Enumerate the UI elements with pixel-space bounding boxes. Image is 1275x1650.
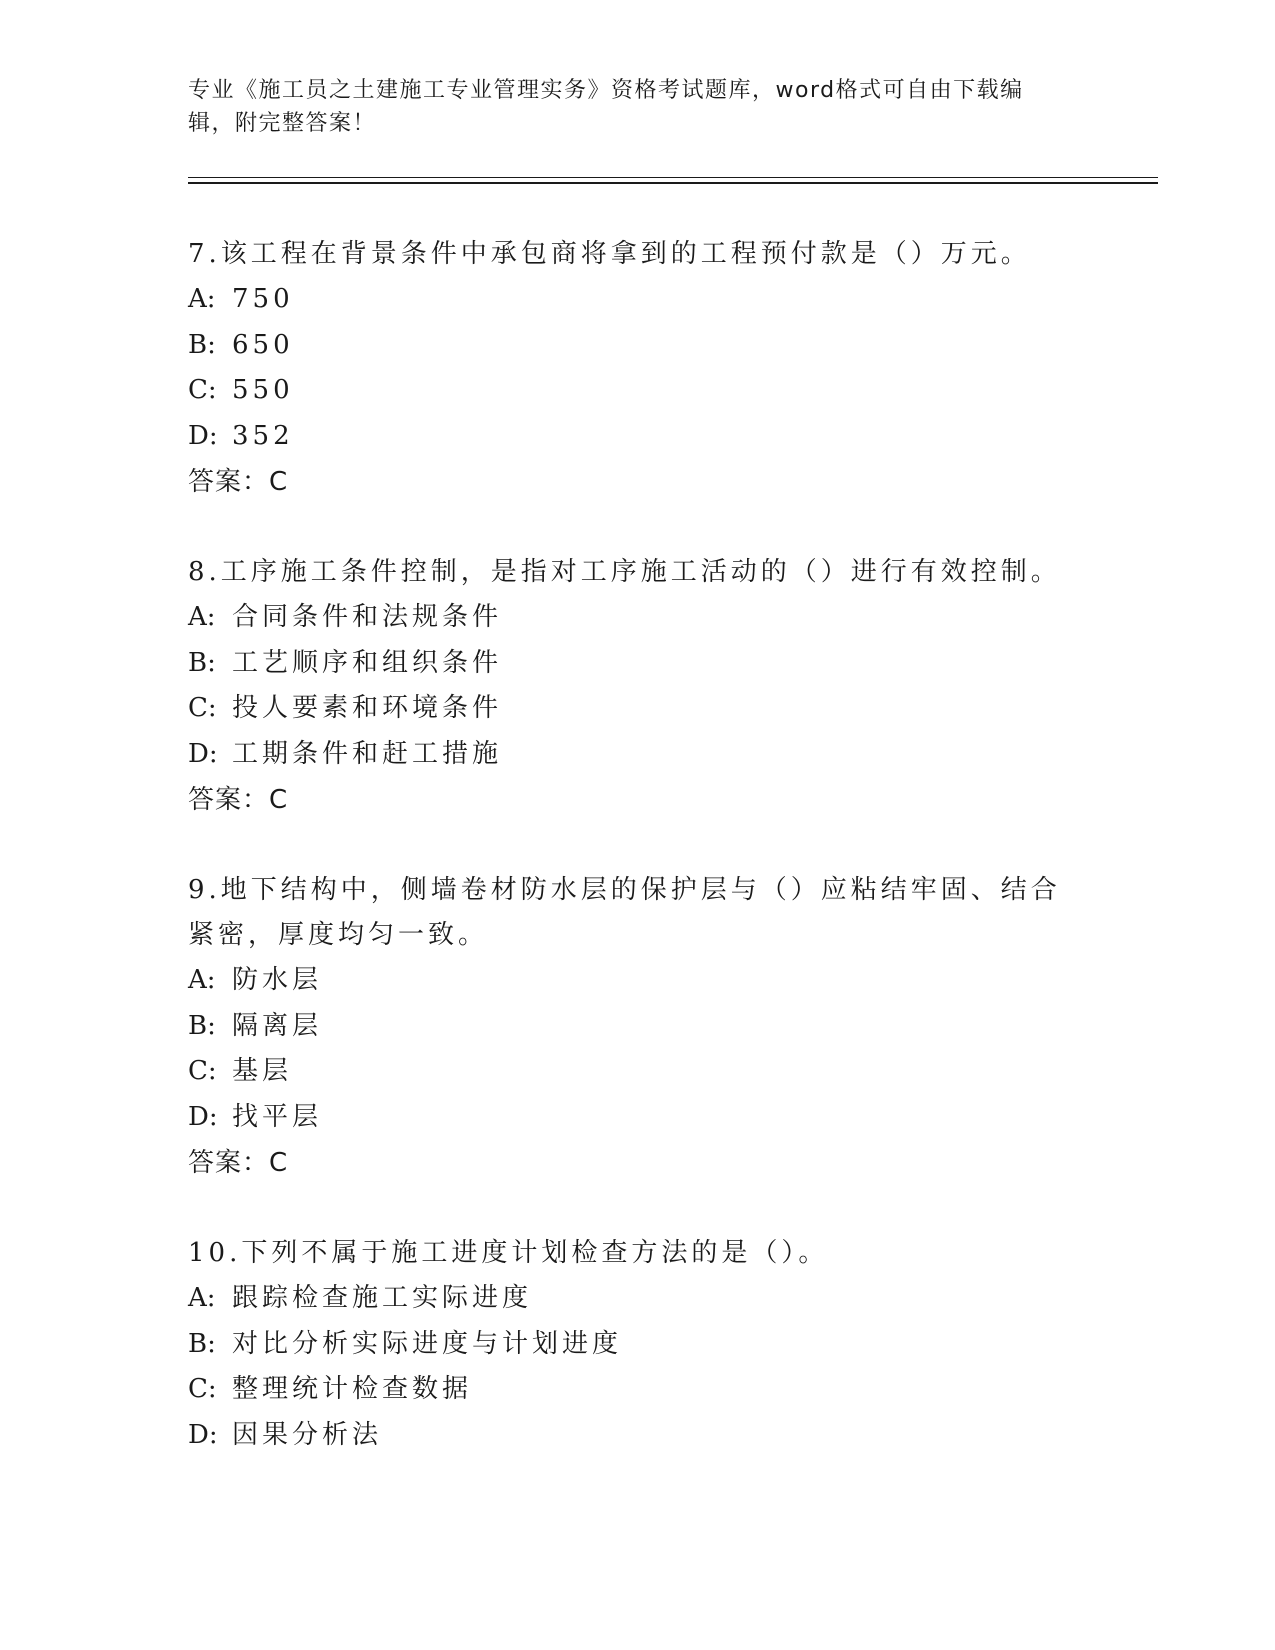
option-d bbox=[188, 414, 1088, 460]
option-text: 跟踪检查施工实际进度 bbox=[232, 1283, 533, 1313]
option-text: 合同条件和法规条件 bbox=[232, 602, 503, 632]
option-text: 投人要素和环境条件 bbox=[232, 693, 503, 723]
option-key: A: bbox=[188, 1283, 216, 1313]
option-key: D: bbox=[188, 1101, 218, 1132]
option-key: B: bbox=[188, 647, 216, 678]
question-text: 8.工序施工条件控制，是指对工序施工活动的（）进行有效控制。 bbox=[188, 557, 1061, 587]
header-divider-top bbox=[188, 177, 1158, 178]
option-text: 工艺顺序和组织条件 bbox=[232, 647, 503, 678]
header-line-2: 辑，附完整答案！ bbox=[188, 111, 377, 136]
option-text: 550 bbox=[232, 375, 294, 405]
question-7 bbox=[188, 232, 1088, 505]
option-text: 找平层 bbox=[232, 1101, 323, 1132]
option-a bbox=[188, 1276, 1088, 1322]
option-b bbox=[188, 1322, 1088, 1368]
option-d bbox=[188, 1413, 1088, 1459]
answer: 答案：C bbox=[188, 467, 289, 497]
option-key: C: bbox=[188, 1056, 217, 1086]
question-8 bbox=[188, 550, 1088, 823]
option-a bbox=[188, 595, 1088, 641]
option-text: 隔离层 bbox=[232, 1010, 323, 1041]
option-key: D: bbox=[188, 738, 218, 769]
answer: 答案：C bbox=[188, 785, 289, 815]
option-text: 防水层 bbox=[232, 965, 323, 995]
answer: 答案：C bbox=[188, 1148, 289, 1178]
header-divider-bottom bbox=[188, 182, 1158, 184]
option-key: B: bbox=[188, 1010, 216, 1041]
question-text: 9.地下结构中，侧墙卷材防水层的保护层与（）应粘结牢固、结合紧密，厚度均匀一致。 bbox=[188, 875, 1061, 950]
question-9 bbox=[188, 868, 1088, 1186]
option-text: 基层 bbox=[232, 1056, 293, 1086]
option-key: A: bbox=[188, 965, 216, 995]
option-key: B: bbox=[188, 329, 216, 360]
document-header bbox=[188, 74, 1088, 140]
option-key: A: bbox=[188, 284, 216, 314]
option-key: A: bbox=[188, 602, 216, 632]
option-c bbox=[188, 686, 1088, 732]
option-text: 对比分析实际进度与计划进度 bbox=[232, 1328, 623, 1359]
option-text: 工期条件和赶工措施 bbox=[232, 738, 503, 769]
option-text: 因果分析法 bbox=[232, 1419, 383, 1450]
option-c bbox=[188, 1367, 1088, 1413]
option-text: 352 bbox=[232, 420, 294, 451]
option-key: B: bbox=[188, 1328, 216, 1359]
option-key: D: bbox=[188, 1419, 218, 1450]
option-a bbox=[188, 958, 1088, 1004]
option-b bbox=[188, 1004, 1088, 1050]
option-key: D: bbox=[188, 420, 218, 451]
option-text: 750 bbox=[232, 284, 294, 314]
option-d bbox=[188, 1095, 1088, 1141]
option-text: 整理统计检查数据 bbox=[232, 1374, 473, 1404]
question-10 bbox=[188, 1231, 1088, 1458]
option-d bbox=[188, 732, 1088, 778]
option-key: C: bbox=[188, 375, 217, 405]
option-c bbox=[188, 1049, 1088, 1095]
header-line-1: 专业《施工员之土建施工专业管理实务》资格考试题库，word格式可自由下载编 bbox=[188, 78, 1024, 103]
question-text: 10.下列不属于施工进度计划检查方法的是（）。 bbox=[188, 1238, 829, 1268]
option-b bbox=[188, 641, 1088, 687]
option-c bbox=[188, 368, 1088, 414]
option-b bbox=[188, 323, 1088, 369]
option-a bbox=[188, 277, 1088, 323]
question-text: 7.该工程在背景条件中承包商将拿到的工程预付款是（）万元。 bbox=[188, 239, 1031, 269]
option-key: C: bbox=[188, 1374, 217, 1404]
option-key: C: bbox=[188, 693, 217, 723]
option-text: 650 bbox=[232, 329, 294, 360]
